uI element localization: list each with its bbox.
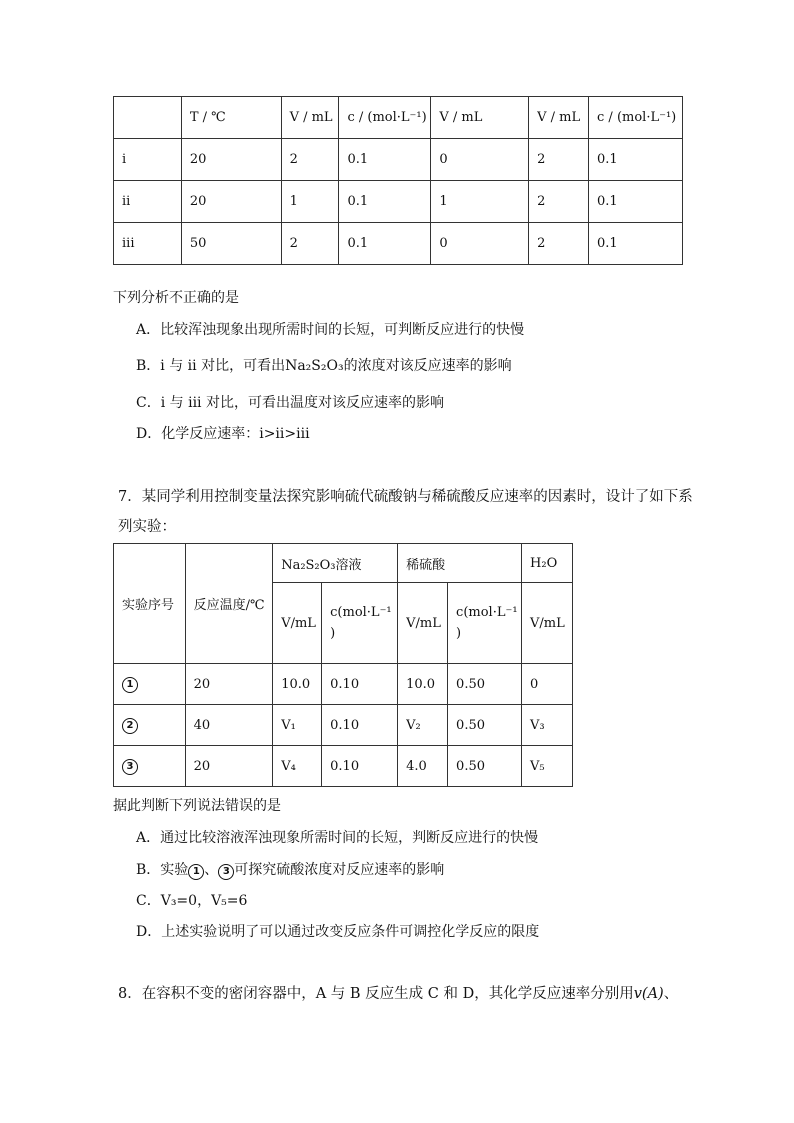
table-cell: ii [114, 181, 182, 223]
q7-option-d: D．上述实验说明了可以通过改变反应条件可调控化学反应的限度 [136, 924, 540, 940]
table-cell: 20 [185, 664, 273, 705]
table-cell: i [114, 139, 182, 181]
row-id-cell [114, 746, 186, 787]
table-cell: 0 [431, 139, 529, 181]
table-cell: 40 [185, 705, 273, 746]
q8-stem-text: 8．在容积不变的密闭容器中，A 与 B 反应生成 C 和 D，其化学反应速率分别用 [118, 986, 634, 1002]
q7-stem-line1: 7．某同学利用控制变量法探究影响硫代硫酸钠与稀硫酸反应速率的因素时，设计了如下系 [118, 489, 693, 505]
table-row [114, 139, 683, 181]
header-cell-c [322, 583, 398, 664]
table-row [114, 705, 573, 746]
header-c-line1: c(mol·L⁻¹ [456, 605, 518, 620]
table-cell: 10.0 [273, 664, 322, 705]
q7-option-a: A．通过比较溶液浑浊现象所需时间的长短，判断反应进行的快慢 [136, 830, 539, 846]
table-cell: 0.10 [322, 664, 398, 705]
table-group-header-row [114, 544, 573, 583]
option-text: 的浓度对该反应速率的影响 [343, 358, 512, 374]
q8-stem [118, 985, 678, 1003]
header-cell-id: 实验序号 [114, 544, 186, 664]
table-cell: 0.10 [322, 705, 398, 746]
row-id-cell [114, 705, 186, 746]
chemical-formula: Na₂S₂O₃ [285, 358, 344, 374]
table-cell: V₃ [522, 705, 573, 746]
option-text: B．i 与 ii 对比，可看出 [136, 358, 286, 374]
table-cell: 0.50 [448, 705, 522, 746]
table-cell: 0.10 [322, 746, 398, 787]
rate-formula: v(A) [633, 986, 664, 1002]
table-cell: 0.1 [589, 223, 683, 265]
table-cell: 4.0 [398, 746, 448, 787]
header-c-line1: c(mol·L⁻¹ [330, 605, 392, 620]
table-cell: 2 [281, 223, 339, 265]
header-cell: c / (mol·L⁻¹) [339, 97, 431, 139]
circled-number: 2 [122, 718, 138, 734]
circled-number: 1 [122, 677, 138, 693]
table-cell: 1 [281, 181, 339, 223]
circled-number: 3 [122, 759, 138, 775]
option-text: 可探究硫酸浓度对反应速率的影响 [234, 862, 445, 878]
header-group-na2s2o3: Na₂S₂O₃溶液 [273, 544, 398, 583]
header-cell-v: V/mL [522, 583, 573, 664]
table-cell: 0 [431, 223, 529, 265]
table-cell: 20 [181, 181, 281, 223]
q6-prompt: 下列分析不正确的是 [113, 290, 239, 306]
table-cell: 1 [431, 181, 529, 223]
header-cell: T / ℃ [181, 97, 281, 139]
table-row [114, 181, 683, 223]
header-cell-v: V/mL [398, 583, 448, 664]
table-cell: 50 [181, 223, 281, 265]
header-cell: V / mL [281, 97, 339, 139]
header-cell-temp: 反应温度/℃ [185, 544, 273, 664]
header-cell: V / mL [529, 97, 589, 139]
table-cell: V₅ [522, 746, 573, 787]
circled-number: 1 [188, 864, 204, 880]
table-cell: 2 [529, 223, 589, 265]
header-group-acid: 稀硫酸 [398, 544, 522, 583]
header-cell: V / mL [431, 97, 529, 139]
table-cell: 10.0 [398, 664, 448, 705]
table-cell: iii [114, 223, 182, 265]
table-cell: 0.1 [339, 139, 431, 181]
q7-stem-line2: 列实验： [118, 519, 176, 535]
q7-option-c: C．V₃=0，V₅=6 [136, 893, 248, 909]
q7-option-b [136, 861, 444, 880]
table-row [114, 664, 573, 705]
table-cell: 0 [522, 664, 573, 705]
header-c-line2: ) [456, 626, 462, 641]
table-cell: 0.1 [589, 181, 683, 223]
table-cell: V₂ [398, 705, 448, 746]
table-cell: 0.1 [589, 139, 683, 181]
q7-prompt: 据此判断下列说法错误的是 [113, 798, 281, 814]
q6-option-d: D．化学反应速率：i>ii>iii [136, 426, 310, 442]
table-cell: 0.50 [448, 746, 522, 787]
experiment-table-1 [113, 96, 683, 265]
table-cell: 2 [281, 139, 339, 181]
experiment-table-2 [113, 543, 573, 787]
table-header-row [114, 97, 683, 139]
table-cell: 2 [529, 139, 589, 181]
header-c-line2: ) [330, 626, 336, 641]
q8-stem-tail: 、 [663, 986, 679, 1002]
header-cell-c [448, 583, 522, 664]
table-cell: 20 [181, 139, 281, 181]
table-row [114, 223, 683, 265]
header-cell-v: V/mL [273, 583, 322, 664]
q6-option-c: C．i 与 iii 对比，可看出温度对该反应速率的影响 [136, 395, 444, 411]
option-text: B．实验 [136, 862, 189, 878]
table-row [114, 746, 573, 787]
header-cell: c / (mol·L⁻¹) [589, 97, 683, 139]
circled-number: 3 [218, 864, 234, 880]
table-cell: V₁ [273, 705, 322, 746]
table-cell: 2 [529, 181, 589, 223]
option-text: 、 [204, 862, 219, 878]
table-cell: V₄ [273, 746, 322, 787]
row-id-cell [114, 664, 186, 705]
table-cell: 0.50 [448, 664, 522, 705]
q6-option-a: A．比较浑浊现象出现所需时间的长短，可判断反应进行的快慢 [136, 322, 525, 338]
table-cell: 0.1 [339, 181, 431, 223]
header-group-water: H₂O [522, 544, 573, 583]
table-cell: 20 [185, 746, 273, 787]
header-cell [114, 97, 182, 139]
table-cell: 0.1 [339, 223, 431, 265]
q6-option-b [136, 357, 512, 375]
